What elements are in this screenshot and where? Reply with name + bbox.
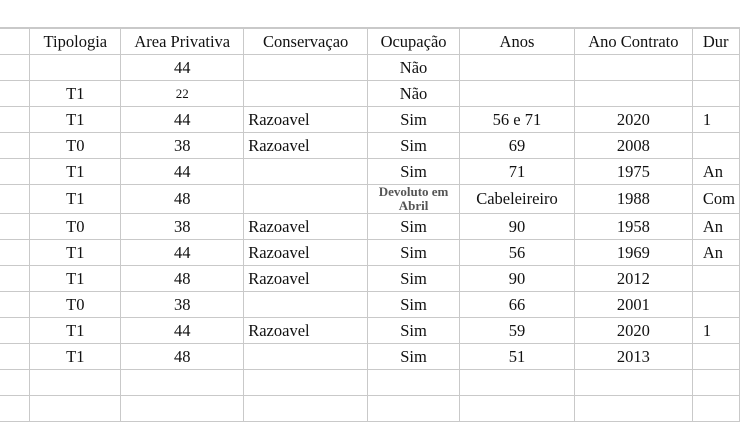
cell-area[interactable]: 48 [121,266,244,292]
cell-conservacao[interactable]: Razoavel [244,266,368,292]
cell-anos[interactable]: 51 [460,344,575,370]
row-header-cell[interactable] [0,55,30,81]
row-header-cell[interactable] [0,185,30,214]
cell-anos[interactable]: 66 [460,292,575,318]
cell-conservacao[interactable]: Razoavel [244,240,368,266]
header-area-privativa[interactable]: Area Privativa [121,29,244,55]
cell-tipologia[interactable]: T1 [30,185,121,214]
row-header-cell[interactable] [0,266,30,292]
cell-anos[interactable]: 71 [460,159,575,185]
row-header-cell[interactable] [0,29,30,55]
cell-conservacao[interactable] [244,344,368,370]
table-row [0,185,740,214]
cell-conservacao[interactable]: Razoavel [244,133,368,159]
cell-area[interactable]: 44 [121,107,244,133]
cell-tipologia[interactable]: T1 [30,344,121,370]
table-row [0,240,740,266]
cell-ocupacao[interactable]: Sim [368,159,460,185]
cell-anos[interactable]: 56 e 71 [460,107,575,133]
cell-tipologia[interactable] [30,370,121,396]
header-ocupacao[interactable]: Ocupação [368,29,460,55]
row-header-cell[interactable] [0,214,30,240]
cell-ano-contrato[interactable] [574,370,692,396]
cell-tipologia[interactable]: T0 [30,214,121,240]
cell-area[interactable]: 44 [121,318,244,344]
table-row [0,370,740,396]
row-header-cell[interactable] [0,81,30,107]
cell-anos[interactable] [460,370,575,396]
table-row [0,159,740,185]
cell-dur[interactable] [692,292,739,318]
cell-anos[interactable]: 90 [460,214,575,240]
cell-dur[interactable]: 1 [692,107,739,133]
cell-ano-contrato[interactable]: 2012 [574,266,692,292]
cell-dur[interactable] [692,396,739,422]
cell-anos[interactable]: 56 [460,240,575,266]
header-duracao[interactable]: Dur [692,29,739,55]
cell-dur[interactable] [692,370,739,396]
cell-conservacao[interactable]: Razoavel [244,214,368,240]
cell-ocupacao[interactable] [368,370,460,396]
cell-area[interactable] [121,370,244,396]
cell-ocupacao[interactable]: Sim [368,292,460,318]
header-anos[interactable]: Anos [460,29,575,55]
cell-dur[interactable] [692,266,739,292]
cell-ano-contrato[interactable] [574,81,692,107]
cell-tipologia[interactable]: T1 [30,318,121,344]
cell-area[interactable]: 48 [121,185,244,214]
cell-conservacao[interactable] [244,81,368,107]
cell-anos[interactable] [460,396,575,422]
cell-dur[interactable] [692,55,739,81]
table-row [0,344,740,370]
cell-ocupacao[interactable]: Sim [368,214,460,240]
cell-ocupacao[interactable] [368,396,460,422]
table-row [0,133,740,159]
cell-ano-contrato[interactable]: 1958 [574,214,692,240]
table-row [0,214,740,240]
cell-anos[interactable] [460,81,575,107]
header-ano-contrato[interactable]: Ano Contrato [574,29,692,55]
cell-dur[interactable] [692,133,739,159]
cell-dur[interactable] [692,344,739,370]
row-header-cell[interactable] [0,240,30,266]
cell-tipologia[interactable]: T1 [30,240,121,266]
cell-ano-contrato[interactable]: 2020 [574,107,692,133]
cell-area[interactable]: 38 [121,214,244,240]
table-row [0,55,740,81]
table-row [0,266,740,292]
cell-dur[interactable] [692,81,739,107]
table-row [0,396,740,422]
row-header-cell[interactable] [0,159,30,185]
table-row [0,318,740,344]
cell-ano-contrato[interactable]: 2020 [574,318,692,344]
cell-area[interactable]: 44 [121,159,244,185]
cell-tipologia[interactable]: T0 [30,292,121,318]
cell-conservacao[interactable]: Razoavel [244,107,368,133]
cell-ano-contrato[interactable] [574,55,692,81]
cell-area[interactable]: 44 [121,240,244,266]
cell-conservacao[interactable] [244,185,368,214]
cell-ocupacao[interactable]: Sim [368,318,460,344]
cell-ocupacao[interactable]: Sim [368,344,460,370]
cell-ano-contrato[interactable]: 2008 [574,133,692,159]
row-header-cell[interactable] [0,318,30,344]
cell-tipologia[interactable]: T1 [30,107,121,133]
cell-ano-contrato[interactable]: 2001 [574,292,692,318]
cell-tipologia[interactable] [30,396,121,422]
cell-dur[interactable]: Com [692,185,739,214]
cell-area[interactable]: 38 [121,292,244,318]
cell-tipologia[interactable] [30,55,121,81]
cell-anos[interactable] [460,55,575,81]
cell-anos[interactable]: 69 [460,133,575,159]
cell-dur[interactable]: An [692,240,739,266]
cell-tipologia[interactable]: T1 [30,266,121,292]
cell-ano-contrato[interactable]: 1969 [574,240,692,266]
data-table [0,28,740,422]
cell-conservacao[interactable] [244,370,368,396]
cell-ocupacao[interactable]: Não [368,81,460,107]
row-header-cell[interactable] [0,344,30,370]
cell-tipologia[interactable]: T1 [30,81,121,107]
row-header-cell[interactable] [0,107,30,133]
cell-anos[interactable]: 59 [460,318,575,344]
header-row [0,29,740,55]
cell-area[interactable]: 44 [121,55,244,81]
row-header-cell[interactable] [0,396,30,422]
cell-area[interactable] [121,396,244,422]
cell-dur[interactable]: 1 [692,318,739,344]
cell-ocupacao[interactable]: Sim [368,107,460,133]
cell-area[interactable]: 38 [121,133,244,159]
cell-ano-contrato[interactable] [574,396,692,422]
cell-conservacao[interactable] [244,159,368,185]
cell-conservacao[interactable]: Razoavel [244,318,368,344]
header-tipologia[interactable]: Tipologia [30,29,121,55]
table-row [0,107,740,133]
cell-dur[interactable]: An [692,214,739,240]
table-row [0,292,740,318]
table-body [0,29,740,422]
cell-tipologia[interactable]: T1 [30,159,121,185]
cell-anos[interactable]: 90 [460,266,575,292]
cell-ocupacao[interactable]: Sim [368,266,460,292]
row-header-cell[interactable] [0,133,30,159]
cell-ano-contrato[interactable]: 1988 [574,185,692,214]
cell-ocupacao[interactable]: Devoluto em Abril [368,185,460,214]
row-header-cell[interactable] [0,370,30,396]
cell-conservacao[interactable] [244,292,368,318]
cell-ocupacao[interactable]: Não [368,55,460,81]
header-conservacao[interactable]: Conservaçao [244,29,368,55]
cell-dur[interactable]: An [692,159,739,185]
row-header-cell[interactable] [0,292,30,318]
cell-ano-contrato[interactable]: 2013 [574,344,692,370]
cell-ocupacao[interactable]: Sim [368,240,460,266]
cell-area[interactable]: 22 [121,81,244,107]
table-row [0,81,740,107]
cell-ano-contrato[interactable]: 1975 [574,159,692,185]
cell-tipologia[interactable]: T0 [30,133,121,159]
cell-conservacao[interactable] [244,396,368,422]
cell-conservacao[interactable] [244,55,368,81]
cell-ocupacao[interactable]: Sim [368,133,460,159]
cell-area[interactable]: 48 [121,344,244,370]
cell-anos[interactable]: Cabeleireiro [460,185,575,214]
